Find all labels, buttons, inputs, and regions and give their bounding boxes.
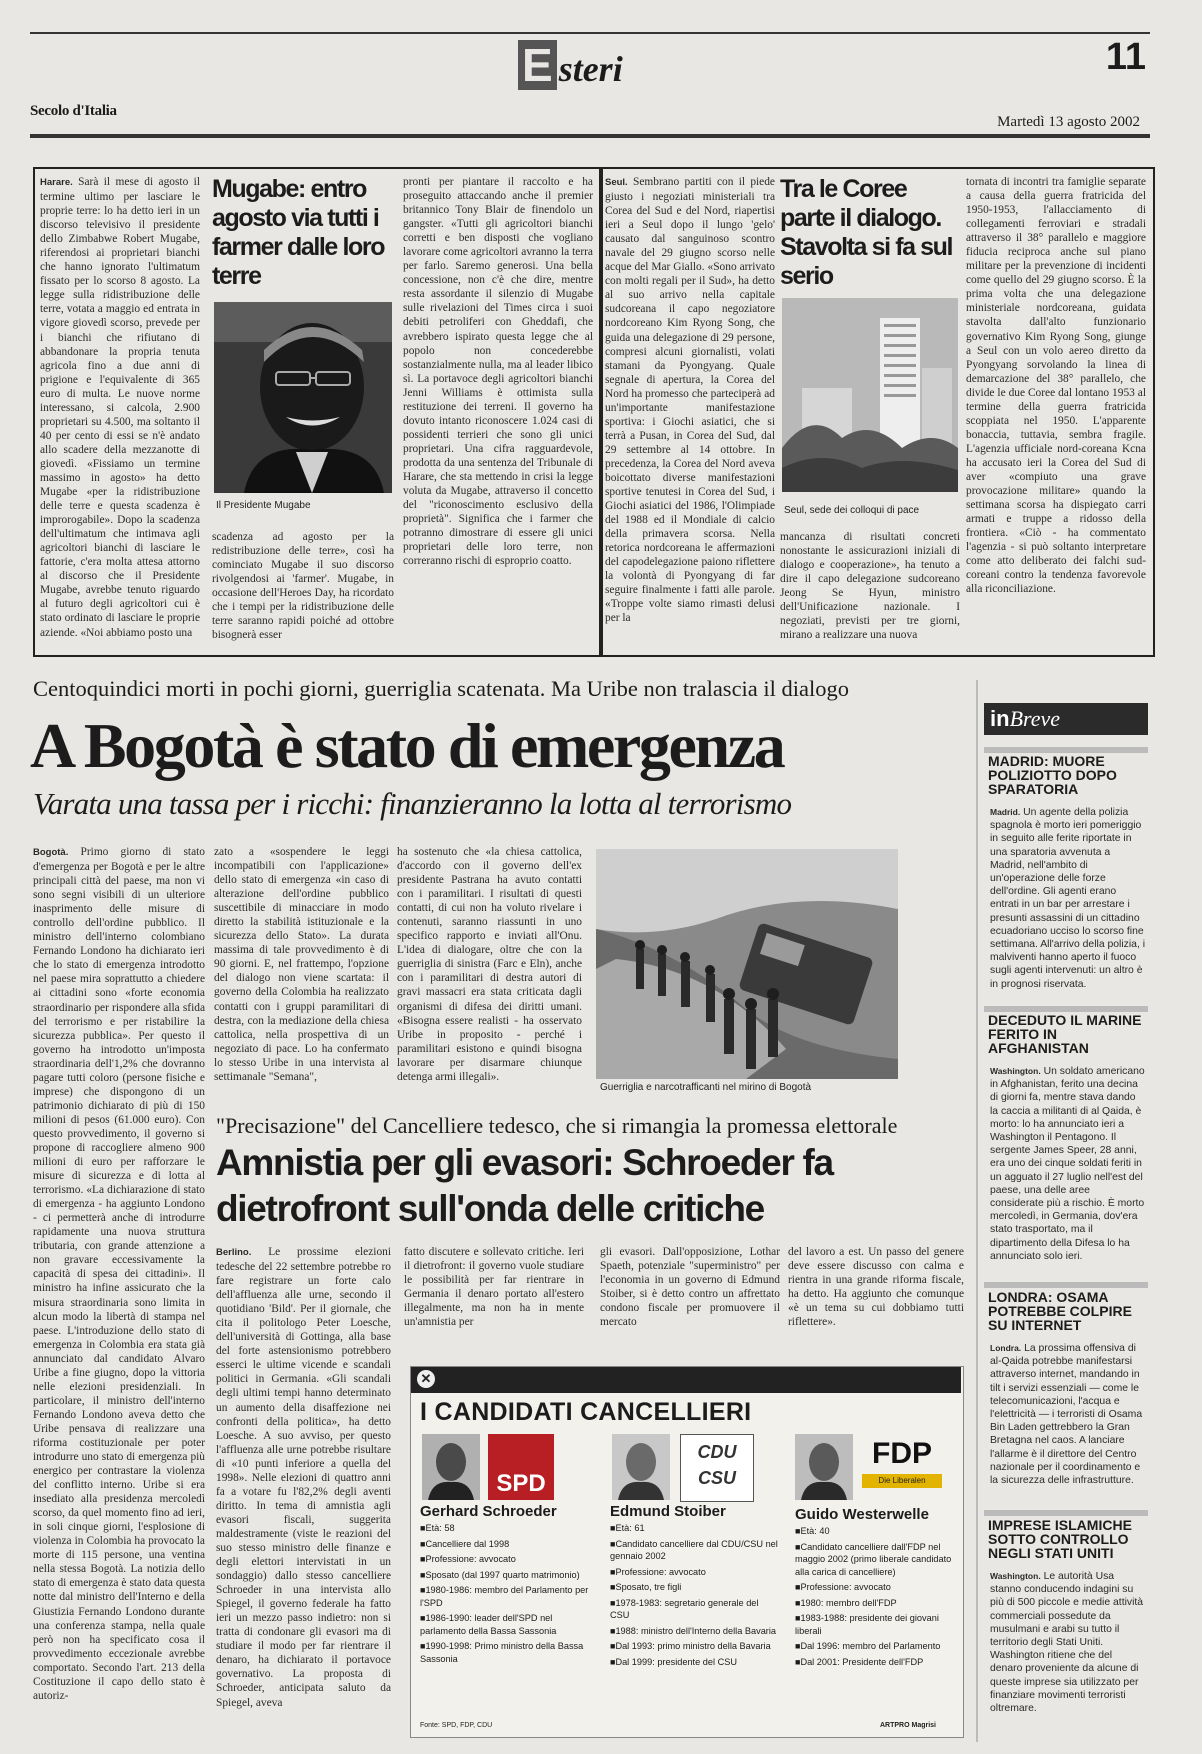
brief-dateline: Madrid. <box>990 807 1021 817</box>
mugabe-headline: Mugabe: entro agosto via tutti i farmer dalle loro terre <box>212 175 385 290</box>
bogota-dateline: Bogotà. <box>33 847 69 858</box>
schroeder-text-3: gli evasori. Dall'opposizione, Lothar Spaeth, potenziale "superministro" per l'economia in un governo di Edmund Stoiber, si è detto contro un affrettato condono fiscale per promuovere il mercato <box>600 1246 780 1329</box>
schroeder-text-4: del lavoro a est. Un passo del genere deve essere discusso con calma e rientra in una grande riforma fiscale, ha detto. Ha aggiunto che comunque «è un tema su cui dobbiamo tutti riflettere». <box>788 1246 964 1329</box>
seul-photo-caption: Seul, sede dei colloqui di pace <box>784 505 920 516</box>
fact: ■ 1990-1998: Primo ministro della Bassa Sassonia <box>420 1640 590 1665</box>
fact: ■ Cancelliere dal 1998 <box>420 1538 590 1551</box>
fact: ■ Sposato (dal 1997 quarto matrimonio) <box>420 1569 590 1582</box>
westerwelle-portrait <box>795 1434 853 1500</box>
fact: ■ Età: 61 <box>610 1522 780 1535</box>
fact: ■ Dal 1993: primo ministro della Bavaria <box>610 1640 780 1653</box>
schroeder-col-2 <box>404 1245 584 1339</box>
candidate-name-westerwelle: Guido Westerwelle <box>795 1506 929 1523</box>
brief-text-imprese <box>990 1570 1146 1742</box>
candidate-facts-schroeder <box>420 1522 590 1668</box>
stoiber-portrait <box>612 1434 670 1500</box>
schroeder-text-1: Le prossime elezioni tedesche del 22 settembre potrebbe ro fare registrare un forte calo dell'affluenza alle urne, secondo il quotidiano 'Bild'. Per il giornale, che cita il politologo Peter Loesche, dell'università di Gottinga, alla base del forte astensionismo potrebbero esserci le ultime vicende e scandali politici in Germania. «Gli scandali degli ultimi tempi hanno determinato un aumento della disaffezione nei confronti della politica», ha detto Loesche. A suo avviso, per questo l'affluenza alle urne potrebbe risultare di «10 punti inferiore a quella del 1998». Nelle elezioni di quattro anni fa a votare fu l'82,2% degli aventi diritto. In tema di amnistia agli evasori fiscali, suggerita maldestramente (viste le reazioni del suo stesso ministro delle finanze e degli elettori intervistati in un sondaggio) dallo stesso cancelliere Schroeder in una intervista allo Spiegel, il governo federale ha fatto ieri un mezzo passo indietro: non si tratta di condonare gli evasori ma di studiare il modo per far rientrare il denaro, ha dichiarato il portavoce governativo. La proposta di Schroeder, anticipata saluto da Spiegel, aveva <box>216 1246 391 1709</box>
schroeder-dateline: Berlino. <box>216 1247 252 1258</box>
spd-logo-text: SPD <box>496 1470 546 1497</box>
brief-dateline: Washington. <box>990 1571 1041 1581</box>
header-top-rule <box>30 32 1150 34</box>
mugabe-text-2: scadenza ad agosto per la redistribuzione delle terre», così ha cominciato Mugabe il suo discorso rivolgendosi ai 'farmer'. Mugabe, in occasione dell'Heroes Day, ha ricordato che i tempi per la ridistribuzione delle terre saranno rapidi poiché ad ottobre bisognerà esser <box>212 531 394 642</box>
fact: ■ 1986-1990: leader dell'SPD nel parlamento della Bassa Sassonia <box>420 1612 590 1637</box>
bogota-photo-caption: Guerriglia e narcotrafficanti nel mirino di Bogotà <box>600 1082 812 1093</box>
fact: ■ 1983-1988: presidente dei giovani liberali <box>795 1612 955 1637</box>
candidate-facts-stoiber <box>610 1522 780 1671</box>
bogota-col-1 <box>33 845 205 1740</box>
cdu-csu-logo <box>680 1434 754 1502</box>
mugabe-dateline: Harare. <box>40 177 73 188</box>
brief-rule <box>984 1282 1148 1288</box>
candidate-facts-westerwelle <box>795 1525 955 1671</box>
brief-title-afghanistan: DECEDUTO IL MARINE FERITO IN AFGHANISTAN <box>988 1012 1142 1056</box>
inbreve-label-in: in <box>990 706 1010 731</box>
brief-dateline: Washington. <box>990 1066 1041 1076</box>
mugabe-col-3 <box>403 175 593 647</box>
schroeder-portrait <box>422 1434 480 1500</box>
bogota-subtitle: Varata una tassa per i ricchi: finanzieranno la lotta al terrorismo <box>33 786 792 821</box>
bogota-col-3 <box>397 845 582 1085</box>
brief-dateline: Londra. <box>990 1343 1022 1353</box>
fact: ■ 1980: membro dell'FDP <box>795 1597 955 1610</box>
brief-text-londra <box>990 1342 1146 1507</box>
mugabe-photo-caption: Il Presidente Mugabe <box>216 500 311 511</box>
mugabe-col-2 <box>212 530 394 647</box>
candidate-name-schroeder: Gerhard Schroeder <box>420 1503 557 1520</box>
schroeder-col-4 <box>788 1245 964 1339</box>
fact: ■ Professione: avvocato <box>795 1581 955 1594</box>
brief-title-madrid: MADRID: MUORE POLIZIOTTO DOPO SPARATORIA <box>988 753 1117 797</box>
schroeder-headline: Amnistia per gli evasori: Schroeder fa dietrofront sull'onda delle critiche <box>216 1142 833 1229</box>
brief-text-madrid <box>990 806 1146 1006</box>
fact: ■ Dal 1999: presidente del CSU <box>610 1656 780 1669</box>
fact: ■ 1978-1983: segretario generale del CSU <box>610 1597 780 1622</box>
brief-rule <box>984 1510 1148 1516</box>
fact: ■ Candidato cancelliere dall'FDP nel maggio 2002 (primo liberale candidato alla carica di cancelliere) <box>795 1541 955 1579</box>
fact: ■ Professione: avvocato <box>610 1566 780 1579</box>
inbreve-label-breve: Breve <box>1009 706 1061 731</box>
candidati-source: Fonte: SPD, FDP, CDU <box>420 1722 493 1729</box>
section-logo-rest: steri <box>558 49 623 89</box>
coree-text-2: mancanza di risultati concreti nonostante le assicurazioni iniziali di dialogo e cooperazione», ha tenuto a dire il capo delegazione sudcoreano Jeong Se Hyun, ministro dell'Unificazione nazionale. I negoziati, previsti per tre giorni, mirano a realizzare una nuova <box>780 531 960 642</box>
schroeder-col-1 <box>216 1245 391 1740</box>
coree-col-2 <box>780 530 960 647</box>
coree-dateline: Seul. <box>605 177 628 188</box>
bogota-col-2 <box>214 845 389 1085</box>
brief-body: La prossima offensiva di al-Qaida potrebbe manifestarsi attraverso internet, mandando in tilt i servizi essenziali — come le telecomunicazioni, l'acqua e l'elettricità — i terroristi di Osama Bin Laden gettrebbero la Gran Bretagna nel caos. A lanciare l'allarme è il direttore del Centro nazionale per il coordinamento e la sicurezza delle infrastrutture. <box>990 1343 1143 1487</box>
fact: ■ Età: 40 <box>795 1525 955 1538</box>
issue-date: Martedì 13 agosto 2002 <box>997 114 1140 130</box>
fact: ■ Sposato, tre figli <box>610 1581 780 1594</box>
mugabe-photo <box>214 302 392 493</box>
coree-text-3: tornata di incontri tra famiglie separate a causa della guerra fratricida del 1950-1953, l'allacciamento di collegamenti ferroviari e stradali attraverso il 38° parallelo e maggiore fiducia reciproca anche sul piano militare per la prevenzione di incidenti come quello del 29 giugno scorso. È la prima volta che una delegazione ministeriale nordcoreana, guidata stavolta dall'alto funzionario governativo Kim Ryong Song, giunge a Seul con un volo aereo diretto da Pyongyang sorvolando la linea di demarcazione del 38° parallelo, che divide le due Coree dal lontano 1953 al termine della guerra fratricida scoppiata nel 1950. L'apparente bonaccia, tuttavia, sembra fragile. L'agenzia ufficiale nord-coreana Kcna ha accusato ieri la Corea del Sud di aver «compiuto una grave provocazione militare» quando la settimana scorsa ha dispiegato carri armati e truppe a ridosso della frontiera. «Ciò - ha commentato l'agenzia - si può soltanto interpretare come atto deliberato dei falchi sud-coreani contro la tendenza favorevole alla riconciliazione. <box>966 176 1146 596</box>
fact: ■ Età: 58 <box>420 1522 590 1535</box>
fdp-logo-tagline: Die Liberalen <box>862 1474 942 1488</box>
fact: ■ Candidato cancelliere dal CDU/CSU nel gennaio 2002 <box>610 1538 780 1563</box>
brief-text-afghanistan <box>990 1065 1146 1290</box>
bogota-photo <box>596 849 898 1079</box>
fact: ■ Dal 1996: membro del Parlamento <box>795 1640 955 1653</box>
fdp-logo-text: FDP <box>872 1437 932 1470</box>
coree-col-3 <box>966 175 1146 647</box>
bogota-text-3: ha sostenuto che «la chiesa cattolica, d'accordo con il governo dell'ex presidente Pastrana ha avuto contatti con i paramilitari. I risultati di questi contatti, di cui non ha voluto rivelare i contenuti, saranno riassunti in uno specifico rapporto e inviati all'Onu. L'idea di dialogare, oltre che con la guerriglia di sinistra (Farc e Eln), anche con i paramilitari di destra autori di gravi massacri era stata criticata dagli organismi di difesa dei diritti umani. «Bisogna essere realisti - ha osservato Uribe in proposito - perché i paramilitari esistono e quindi bisogna lavorare per disarmare chiunque detenga armi illegali». <box>397 846 582 1083</box>
bogota-text-2: zato a «sospendere le leggi incompatibili con l'applicazione» dello stato di emergenza «in caso di alterazione dell'ordine pubblico suscettibile di minacciare in modo diretto la stabilità istituzionale e la sicurezza dello Stato». La durata massima di tale provvedimento è di 90 giorni. E, nel frattempo, l'opzione del dialogo non viene scartata: il governo della Colombia ha realizzato contatti con i gruppi paramilitari di destra, con la mediazione della chiesa cattolica, nella prospettiva di un negoziato di pace. Lo ha confermato lo stesso Uribe in una intervista al settimanale "Semana", <box>214 846 389 1083</box>
bogota-kicker: Centoquindici morti in pochi giorni, guerriglia scatenata. Ma Uribe non tralascia il dialogo <box>33 676 850 701</box>
seul-photo <box>782 298 958 492</box>
header-bottom-rule <box>30 134 1150 138</box>
brief-body: Le autorità Usa stanno conducendo indagini su più di 500 piccole e medie attività commerciali possedute da musulmani e arabi su tutto il territorio degli Stati Uniti. Washington ritiene che del denaro proveniente da alcune di queste imprese sia utilizzato per finanziare movimenti terroristi oltremare. <box>990 1571 1144 1715</box>
schroeder-kicker: "Precisazione" del Cancelliere tedesco, che si rimangia la promessa elettorale <box>216 1113 898 1138</box>
fact: ■ 1980-1986: membro del Parlamento per l'SPD <box>420 1584 590 1609</box>
fdp-logo <box>862 1434 942 1498</box>
fact: ■ Professione: avvocato <box>420 1553 590 1566</box>
section-logo <box>518 40 623 98</box>
brief-body: Un agente della polizia spagnola è morto ieri pomeriggio in seguito alle ferite riportate in una sparatoria avvenuta a Madrid, nell'ambito di un'operazione delle forze dell'ordine. Gli agenti erano entrati in un bar per arrestare i presunti assassini di un cittadino ecuadoriano ucciso lo scorso fine settimana. All'arrivo della polizia, i malviventi hanno aperto il fuoco sugli agenti intervenuti: un altro è in prognosi riservata. <box>990 807 1146 990</box>
bogota-headline: A Bogotà è stato di emergenza <box>30 710 784 781</box>
candidati-credit: ARTPRO Magrisi <box>880 1722 937 1729</box>
schroeder-col-3 <box>600 1245 780 1339</box>
candidate-name-stoiber: Edmund Stoiber <box>610 1503 726 1520</box>
newspaper-name: Secolo d'Italia <box>30 103 117 119</box>
candidati-bar <box>411 1367 961 1393</box>
schroeder-text-2: fatto discutere e sollevato critiche. Ieri il dietrofront: il governo vuole studiare le possibilità per far rientrare in Germania il denaro portato all'estero illegalmente, ma non ha in mente un'amnistia per <box>404 1246 584 1329</box>
mugabe-text-3: pronti per piantare il raccolto e ha proseguito attaccando anche il premier britannico Tony Blair de finendolo un gangster. «Tutti gli agricoltori bianchi corretti e ben disposti che vogliano lavorare come agricoltori avranno la terra per farlo. Saremo generosi. Una bella concessione, non c'è che dire, mentre resta assordante il silenzio di Mugabe sulle rivelazioni del Times circa i suoi debiti petroliferi con Gheddafi, che avrebbero ispirato questa legge che al popolo non concederebbe sostanzialmente nulla, ma al leader libico sì. La portavoce degli agricoltori bianchi Jenni Williams è ottimista sulla restituzione dei terreni. Il governo ha dovuto intanto riconoscere 1.024 casi di possidenti terrieri che sono gli unici proprietari. Una cifra ragguardevole, prodotta da una sentenza del Tribunale di Harare, che sta mettendo in crisi la legge voluta da Mugabe, attraverso il concetto del "riconoscimento esclusivo della proprietà". Significa che i farmer che potranno dimostrare di essere gli unici proprietari delle loro terre, non correranno rischi di esproprio coatto. <box>403 176 593 568</box>
coree-col-1 <box>605 175 775 647</box>
mugabe-text-1: Sarà il mese di agosto il termine ultimo per lasciare le proprie terre: lo ha detto ieri in un discorso televisivo il presidente dello Zimbabwe Robert Mugabe, riferendosi ai proprietari bianchi che hanno ignorato l'ultimatum fissato per lo scorso 8 agosto. La legge sulla ridistribuzione delle terre, votata a maggio ed entrata in vigore giovedì scorso, prevede per i bianchi che rifiutano di abbandonare la propria tenuta agricola fino a due anni di prigione e l'equivalente di 365 euro di multa. Le nuove norme interessano, si calcola, 2.900 proprietari su 4.500, ma soltanto il 40 per cento di essi se n'è andato allo scadere della mezzanotte di giovedì. «Fissiamo un termine massimo in agosto» ha detto Mugabe «per la ridistribuzione delle terre e questa scadenza è improrogabile». Dopo la scadenza dell'ultimatum che intimava agli agricoltori bianchi di lasciare le fattorie, c'era molta attesa attorno al discorso che il Presidente Mugabe, avrebbe tenuto riguardo al futuro degli agricoltori cui è stato ordinato di lasciare le proprie aziende. «Noi abbiamo posto una <box>40 176 200 639</box>
inbreve-divider <box>976 680 978 1742</box>
bogota-text-1: Primo giorno di stato d'emergenza per Bogotà e per le altre principali città del paese, ma non vi sono segni visibili di un ulteriore inasprimento delle misure di controllo dell'ordine pubblico. Il ministro dell'interno colombiano Fernando Londono ha dichiarato ieri che lo stato di emergenza introdotto nel paese mira soprattutto a chiedere ai cittadini sono «forte economia straordinario per rispondere alla sfida del terrorismo e per ristabilire la sicurezza pubblica». Per questo il governo ha introdotto un'imposta straordinaria dell'1,2% che dovranno pagare tutti coloro (persone fisiche e imprese) che dispongono di un patrimonio dichiarato di più di 150 milioni di pesos (61.000 euro). Con questo provvedimento, il governo si propone di raccogliere almeno 900 milioni di euro per rafforzare le misure di sicurezza e di lotta al terrorismo. «La dichiarazione di stato di emergenza - ha aggiunto Londono - ci permetterà anche di introdurre rapidamente una nuova struttura tributaria, con grande attenzione a non gravare eccessivamente la capacità di spesa dei cittadini». Il ministro ha infine assicurato che la misura straordinaria sono limita in alcun modo la libertà di stampa nel paese. L'introduzione dello stato di emergenza in Colombia era stata già annunciato dal candidato Alvaro Uribe a fine giugno, dopo la vittoria nelle elezioni presidenziali. In particolare, il ministro dell'interno Fernando Londono aveva detto che Uribe pensava di realizzare una riforma costituzionale per poter introdurre uno stato di emergenza più energico per contrastare la violenza del conflitto interno. Uribe si era insediato alla presidenza mercoledì scorso, da quel momento fino ad ieri, in soli cinque giorni, l'esplosione di violenza in Colombia ha provocato la morte di 115 persone, una ventina nella stessa Bogotà. La notizia dello stato di emergenza è stato data questa notte dal ministro dell'Interno e della Giustizia Fernando Londono durante una conferenza stampa, nella quale però non ha specificato cosa il provvedimento eccezionale avrebbe comportato. Secondo l'art. 213 della Costituzione il capo dello stato è autoriz- <box>33 846 205 1702</box>
brief-body: Un soldato americano in Afghanistan, ferito una decina di giorni fa, mentre stava dando la caccia a militanti di al Qaida, è morto: lo ha annunciato ieri a Washington il Pentagono. Il sergente James Speer, 28 anni, era uno dei cinque soldati feriti in un agguato il 27 luglio nell'est del paese, una delle aree considerate più a rischio. È morto mercoledì, in Germania, dov'era stato trasportato, ma il dipartimento della Difesa lo ha annunciato solo ieri. <box>990 1066 1145 1262</box>
spd-logo <box>488 1434 554 1500</box>
cdu-csu-logo-text: CDU CSU <box>697 1442 737 1488</box>
mugabe-col-1 <box>40 175 200 647</box>
coree-headline: Tra le Coree parte il dialogo. Stavolta si fa sul serio <box>780 175 953 290</box>
fact: ■ Dal 2001: Presidente dell'FDP <box>795 1656 955 1669</box>
fact: ■ 1988: ministro dell'Interno della Bavaria <box>610 1625 780 1638</box>
brief-title-londra: LONDRA: OSAMA POTREBBE COLPIRE SU INTERNET <box>988 1289 1132 1333</box>
close-icon: ✕ <box>417 1370 435 1388</box>
candidati-title: I CANDIDATI CANCELLIERI <box>420 1398 752 1426</box>
coree-text-1: Sembrano partiti con il piede giusto i negoziati ministeriali tra Corea del Sud e del Nord, riapertisi ieri a Seul dopo il lungo 'gelo' causato dal sanguinoso scontro navale del 29 giugno scorso nelle acque del Mar Giallo. «Sono arrivato con molti regali per il Sud», ha detto al suo arrivo nella capitale sudcoreana il capo negoziatore nordcoreano Kim Ryong Song, che guida una delegazione di 29 persone, compresi alcuni giornalisti, volati stamani da Pyongyang. Quale segnale di apertura, la Corea del Nord ha promesso che parteciperà ad un'importante manifestazione sportiva: i Giochi asiatici, che si terrà a Pusan, in Corea del Sud, dal 29 settembre al 14 ottobre. In precedenza, la Corea del Nord aveva boicottato diverse manifestazioni sportive tenutesi in Corea del Sud, i Giochi asiatici del 1986, l'Olimpiade del 1988 ed il Mondiale di calcio della primavera scorsa. Nella retorica nordcoreana le affermazioni del capodelegazione paiono riflettere la volontà di Pyongyang di far seguire finalmente i fatti alle parole. «Troppe volte siamo rimasti delusi per la <box>605 176 775 625</box>
page-number: 11 <box>1105 36 1146 78</box>
section-logo-initial: E <box>518 40 557 90</box>
brief-title-imprese: IMPRESE ISLAMICHE SOTTO CONTROLLO NEGLI STATI UNITI <box>988 1517 1132 1561</box>
inbreve-header <box>984 703 1148 735</box>
